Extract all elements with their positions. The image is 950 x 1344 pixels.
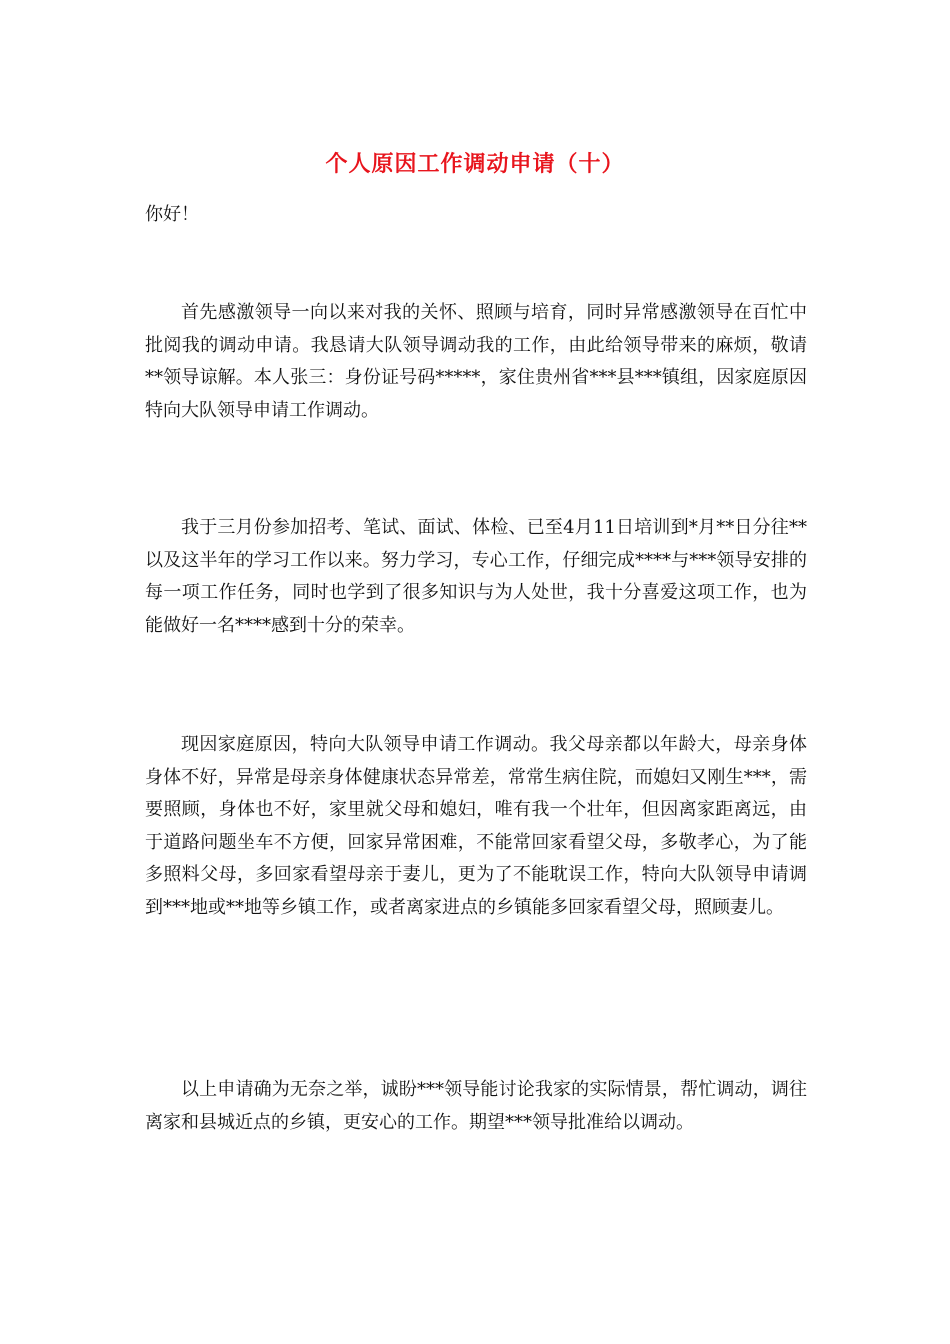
paragraph-2: 我于三月份参加招考、笔试、面试、体检、已至4月11日培训到*月**日分往**以及这半年的学习工作以来。努力学习，专心工作，仔细完成****与***领导安排的每一项工作任务，同时也学到了很多知识与为人处世，我十分喜爱这项工作，也为能做好一名****感到十分的荣幸。 <box>145 517 807 636</box>
paragraph-3: 现因家庭原因，特向大队领导申请工作调动。我父母亲都以年龄大，母亲身体身体不好，异常是母亲身体健康状态异常差，常常生病住院，而媳妇又刚生***，需要照顾，身体也不好，家里就父母和媳妇，唯有我一个壮年，但因离家距离远，由于道路问题坐车不方便，回家异常困难，不能常回家看望父母，多敬孝心，为了能多照料父母，多回家看望母亲于妻儿，更为了不能耽误工作，特向大队领导申请调到***地或**地等乡镇工作，或者离家进点的乡镇能多回家看望父母，照顾妻儿。 <box>145 734 807 918</box>
paragraph-4: 以上申请确为无奈之举，诚盼***领导能讨论我家的实际情景，帮忙调动，调往离家和县城近点的乡镇，更安心的工作。期望***领导批准给以调动。 <box>145 1079 807 1133</box>
paragraph-1: 首先感激领导一向以来对我的关怀、照顾与培育，同时异常感激领导在百忙中批阅我的调动申请。我恳请大队领导调动我的工作，由此给领导带来的麻烦，敬请**领导谅解。本人张三：身份证号码*****，家住贵州省***县***镇组，因家庭原因特向大队领导申请工作调动。 <box>145 302 807 421</box>
document-title: 个人原因工作调动申请（十） <box>325 152 625 177</box>
greeting: 你好！ <box>145 204 199 225</box>
